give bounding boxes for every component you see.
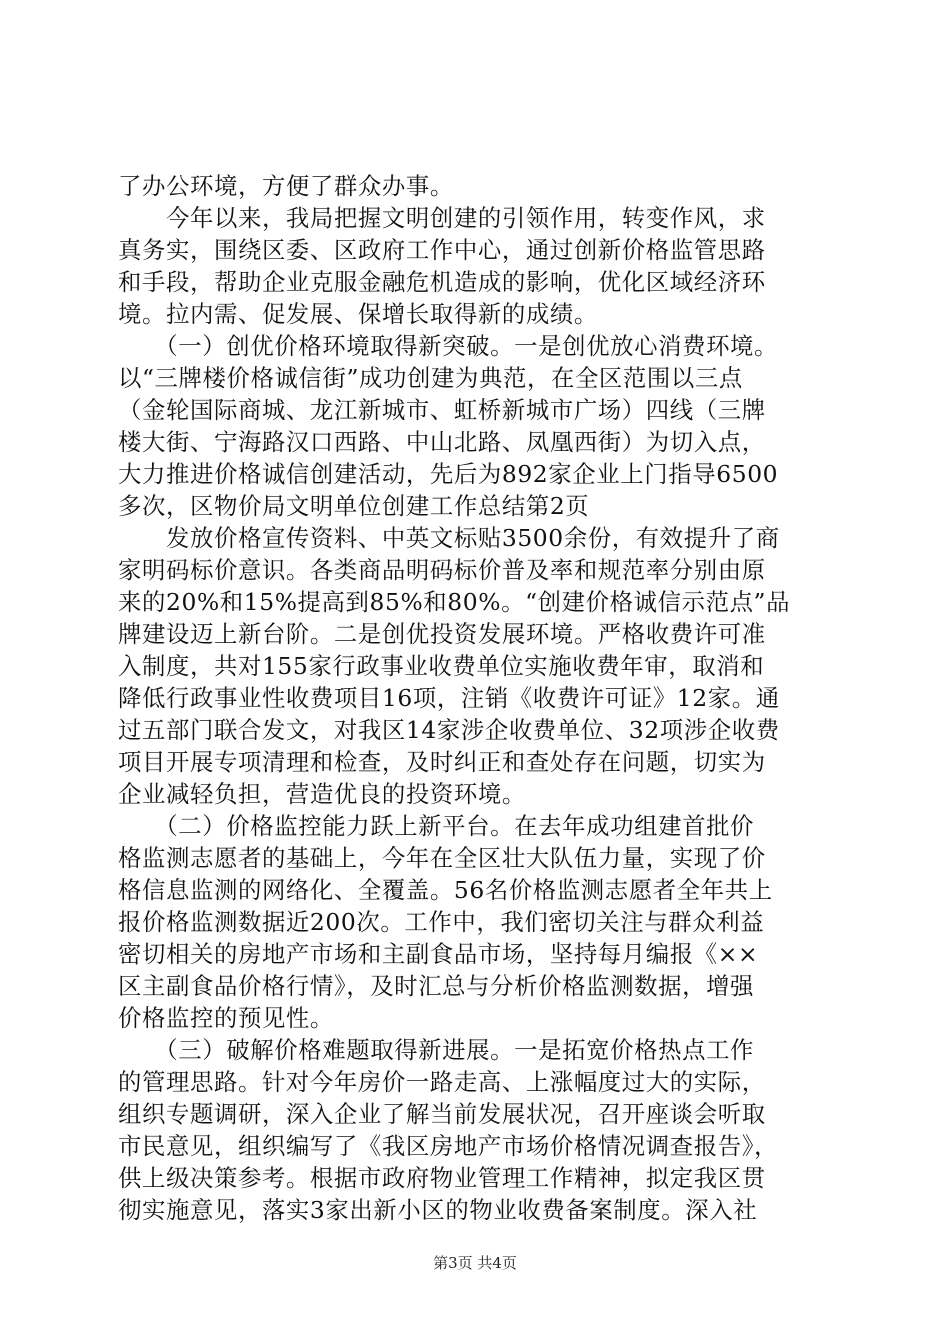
text-line: 格监测志愿者的基础上，今年在全区壮大队伍力量，实现了价 (118, 844, 766, 872)
text-line: 格信息监测的网络化、全覆盖。56名价格监测志愿者全年共上 (118, 876, 773, 904)
text-line: 区主副食品价格行情》，及时汇总与分析价格监测数据，增强 (118, 972, 755, 1000)
text-line: （三）破解价格难题取得新进展。一是拓宽价格热点工作 (118, 1036, 755, 1064)
text-line: （一）创优价格环境取得新突破。一是创优放心消费环境。 (118, 332, 779, 360)
text-line: 降低行政事业性收费项目16项，注销《收费许可证》12家。通 (118, 684, 780, 712)
text-line: 密切相关的房地产市场和主副食品市场，坚持每月编报《×× (118, 940, 759, 968)
text-line: 组织专题调研，深入企业了解当前发展状况，召开座谈会听取 (118, 1100, 766, 1128)
text-line: 企业减轻负担，营造优良的投资环境。 (118, 780, 526, 808)
text-line: 牌建设迈上新台阶。二是创优投资发展环境。严格收费许可准 (118, 620, 766, 648)
text-line: 以“三牌楼价格诚信街”成功创建为典范，在全区范围以三点 (118, 364, 743, 392)
text-line: （二）价格监控能力跃上新平台。在去年成功组建首批价 (118, 812, 755, 840)
text-line: 大力推进价格诚信创建活动，先后为892家企业上门指导6500 (118, 460, 779, 488)
text-line: 的管理思路。针对今年房价一路走高、上涨幅度过大的实际， (118, 1068, 766, 1096)
text-line: 来的20%和15%提高到85%和80%。“创建价格诚信示范点”品 (118, 588, 791, 616)
text-line: 入制度，共对155家行政事业收费单位实施收费年审，取消和 (118, 652, 765, 680)
text-line: 真务实，围绕区委、区政府工作中心，通过创新价格监管思路 (118, 236, 766, 264)
text-line: 发放价格宣传资料、中英文标贴3500余份，有效提升了商 (118, 524, 780, 552)
text-line: 和手段，帮助企业克服金融危机造成的影响，优化区域经济环 (118, 268, 766, 296)
text-line: 楼大街、宁海路汉口西路、中山北路、凤凰西街）为切入点， (118, 428, 766, 456)
text-line: 了办公环境，方便了群众办事。 (118, 172, 454, 200)
text-line: 报价格监测数据近200次。工作中，我们密切关注与群众利益 (118, 908, 765, 936)
text-line: 项目开展专项清理和检查，及时纠正和查处存在问题，切实为 (118, 748, 766, 776)
text-line: 供上级决策参考。根据市政府物业管理工作精神，拟定我区贯 (118, 1164, 766, 1192)
page-footer: 第3页 共4页 (433, 1254, 517, 1272)
text-line: （金轮国际商城、龙江新城市、虹桥新城市广场）四线（三牌 (118, 396, 766, 424)
text-line: 彻实施意见，落实3家出新小区的物业收费备案制度。深入社 (118, 1196, 758, 1224)
text-line: 过五部门联合发文，对我区14家涉企收费单位、32项涉企收费 (118, 716, 780, 744)
text-line: 家明码标价意识。各类商品明码标价普及率和规范率分别由原 (118, 556, 766, 584)
text-line: 境。拉内需、促发展、保增长取得新的成绩。 (118, 300, 598, 328)
text-line: 今年以来，我局把握文明创建的引领作用，转变作风，求 (118, 204, 766, 232)
text-line: 价格监控的预见性。 (118, 1004, 334, 1032)
text-line: 市民意见，组织编写了《我区房地产市场价格情况调查报告》， (118, 1132, 779, 1160)
text-line: 多次，区物价局文明单位创建工作总结第2页 (118, 492, 590, 520)
